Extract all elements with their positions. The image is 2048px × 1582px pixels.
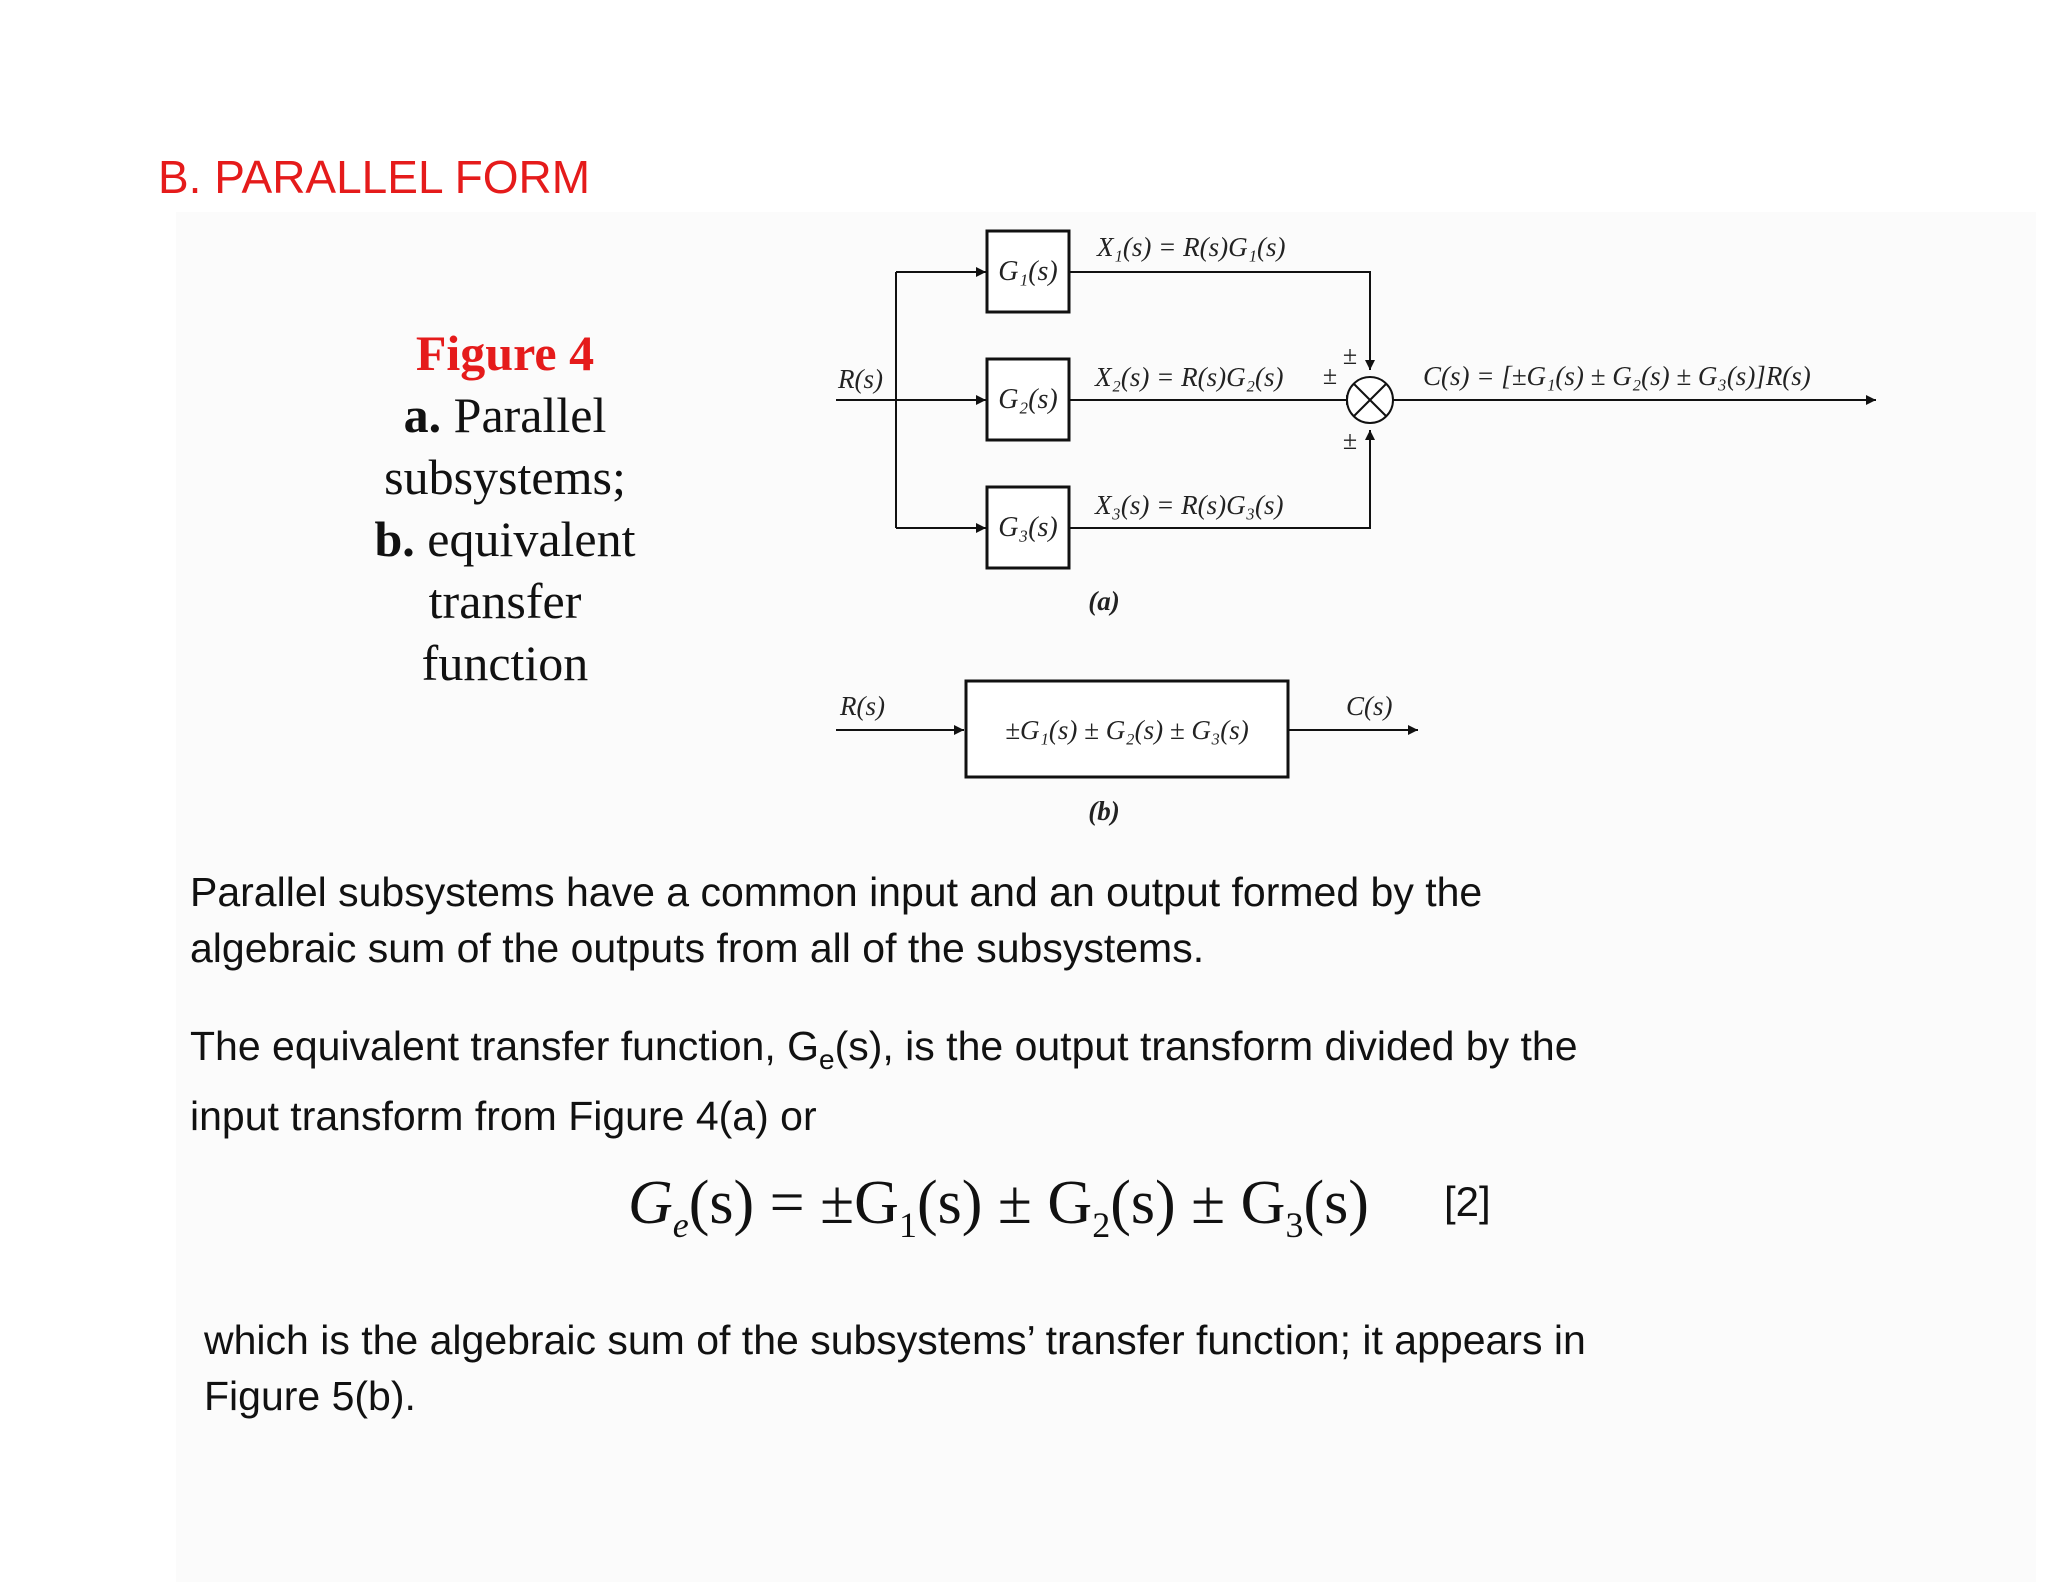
- eq-g1-sub: 1: [898, 1205, 917, 1245]
- sign-top: ±: [1342, 341, 1358, 370]
- eq-part-1: (s) = ±G: [688, 1169, 899, 1237]
- eq-ge: G: [628, 1169, 673, 1237]
- sign-left: ±: [1322, 361, 1338, 390]
- caption-part-b-text-3: function: [421, 635, 589, 691]
- output-label-b: C(s): [1346, 691, 1393, 721]
- branch-3-label: X₃(s) = R(s)G₃(s): [1095, 490, 1284, 520]
- paragraph-2-line-2: input transform from Figure 4(a) or: [190, 1093, 817, 1140]
- paragraph-3-line-1: which is the algebraic sum of the subsystems’ transfer function; it appears in: [204, 1317, 1586, 1363]
- eq-part-2: (s) ± G: [916, 1169, 1093, 1237]
- branch-1-out-arrow: [1069, 272, 1370, 370]
- paragraph-equivalent-tf: [190, 1018, 1578, 1144]
- paragraph-3-line-2: Figure 5(b).: [204, 1373, 416, 1419]
- caption-part-a-letter: a.: [403, 387, 442, 443]
- equation-number: [2]: [1444, 1178, 1491, 1225]
- eq-part-3: (s) ± G: [1110, 1169, 1286, 1237]
- paragraph-2-text-a: The equivalent transfer function, G: [190, 1023, 820, 1069]
- eq-ge-sub: e: [672, 1205, 689, 1245]
- block-g1-label: G₁(s): [998, 256, 1058, 287]
- diagram-a-caption: (a): [1088, 586, 1120, 616]
- caption-part-a-text: Parallel: [453, 387, 607, 443]
- caption-part-a-text-2: subsystems;: [384, 449, 626, 505]
- caption-part-b-text: equivalent: [427, 511, 636, 567]
- section-title: B. PARALLEL FORM: [158, 151, 591, 203]
- eq-g3-sub: 3: [1285, 1205, 1304, 1245]
- paragraph-algebraic-sum: [204, 1312, 1586, 1424]
- input-label-a: R(s): [838, 364, 883, 394]
- output-label-a: C(s) = [±G₁(s) ± G₂(s) ± G₃(s)]R(s): [1423, 361, 1811, 391]
- branch-2-label: X₂(s) = R(s)G₂(s): [1095, 362, 1284, 392]
- paragraph-2-text-b: (s), is the output transform divided by the: [834, 1023, 1578, 1069]
- branch-1-label: X₁(s) = R(s)G₁(s): [1097, 232, 1286, 262]
- diagram-b-caption: (b): [1088, 796, 1120, 826]
- eq-part-4: (s): [1303, 1169, 1369, 1237]
- paragraph-1-line-2: algebraic sum of the outputs from all of the subsystems.: [190, 925, 1205, 971]
- caption-part-b-text-2: transfer: [428, 573, 582, 629]
- block-g3-label: G₃(s): [998, 512, 1058, 543]
- equivalent-block-label: ±G₁(s) ± G₂(s) ± G₃(s): [1005, 715, 1249, 745]
- caption-part-b-letter: b.: [374, 511, 415, 567]
- input-label-b: R(s): [840, 691, 885, 721]
- paragraph-2-subscript: e: [819, 1044, 835, 1076]
- paragraph-parallel-description: [190, 864, 1482, 976]
- figure-label: Figure 4: [415, 325, 595, 381]
- equation-2: [628, 1168, 1369, 1246]
- paragraph-1-line-1: Parallel subsystems have a common input and an output formed by the: [190, 869, 1483, 915]
- eq-g2-sub: 2: [1092, 1205, 1111, 1245]
- sign-bottom: ±: [1342, 426, 1358, 455]
- block-g2-label: G₂(s): [998, 384, 1058, 415]
